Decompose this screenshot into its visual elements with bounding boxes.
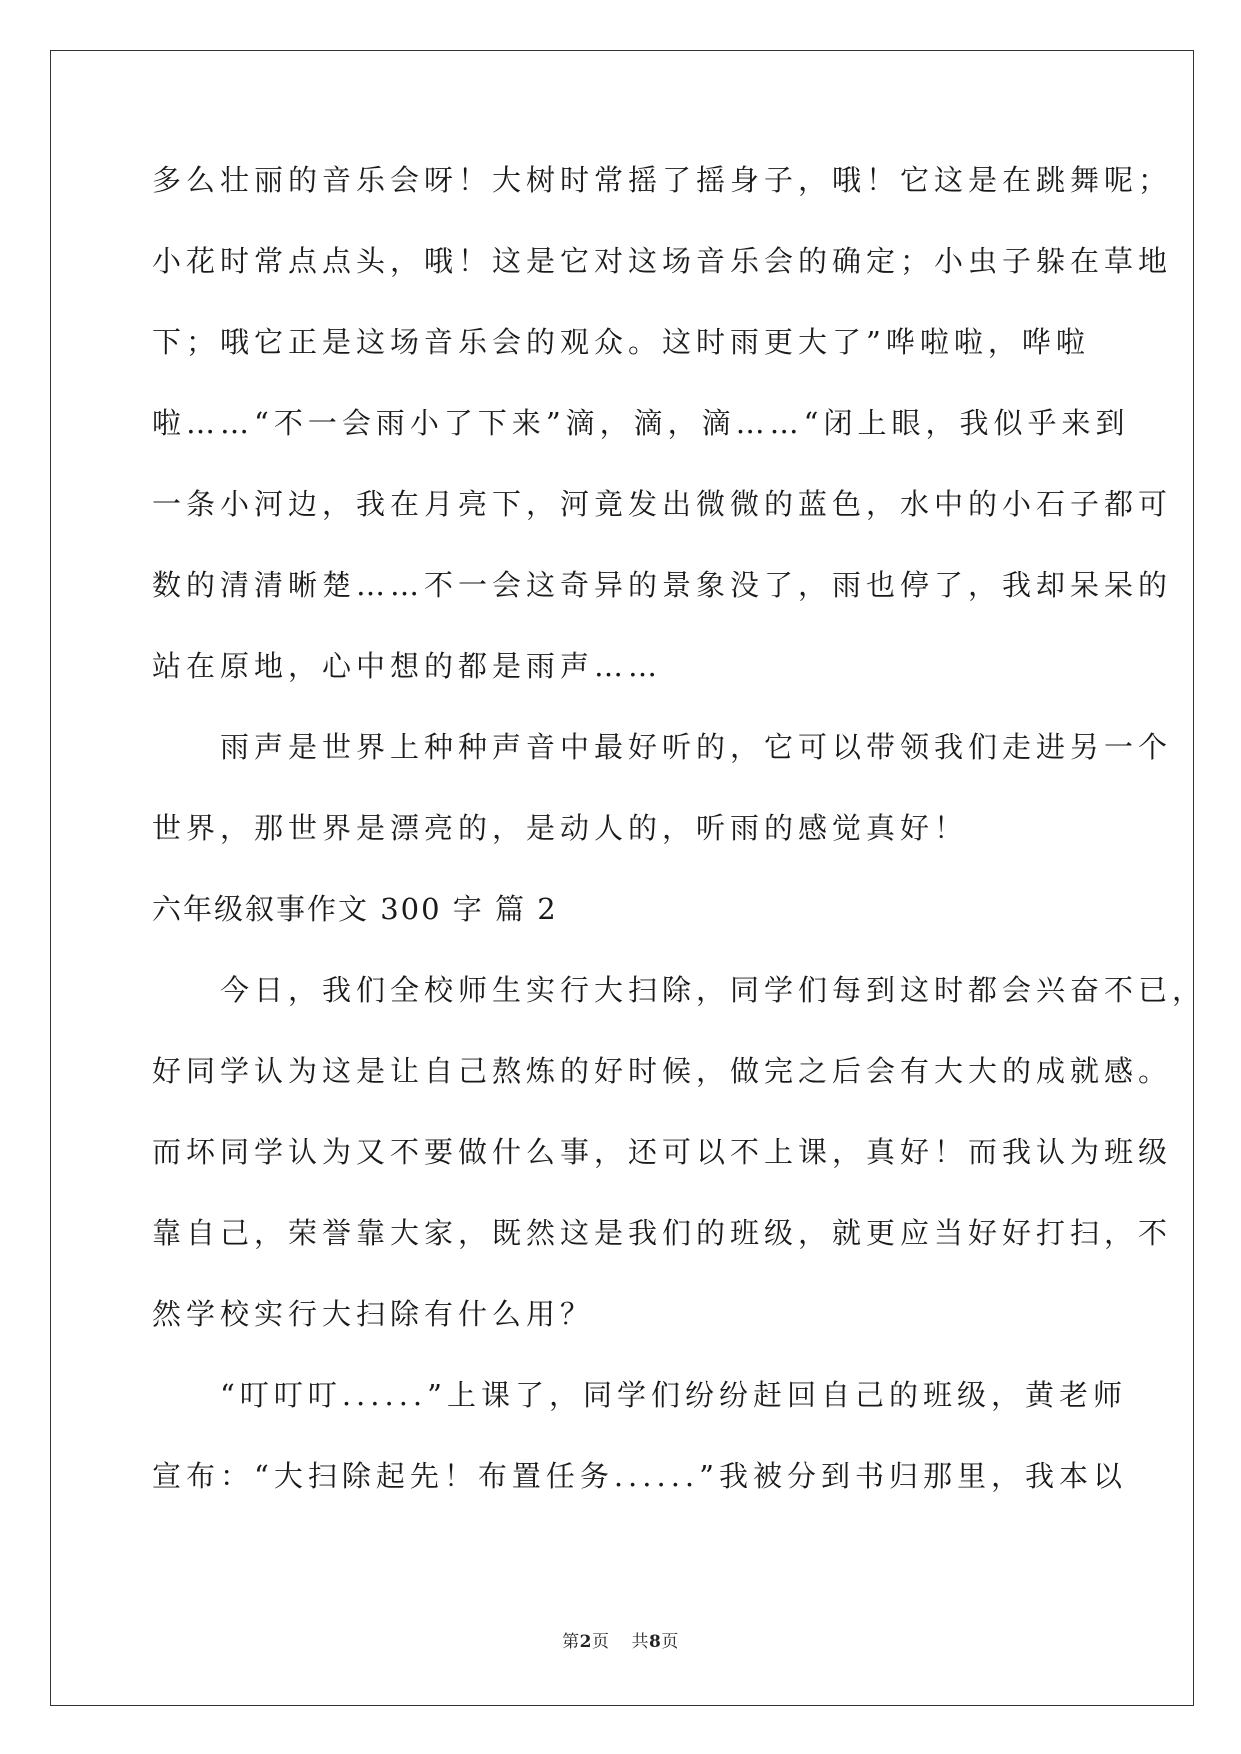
footer-total-suffix: 页 [661,1632,679,1652]
text-line: 一条小河边，我在月亮下，河竟发出微微的蓝色，水中的小石子都可 [152,487,1173,521]
text-line: 然学校实行大扫除有什么用？ [152,1297,595,1331]
text-line: 而坏同学认为又不要做什么事，还可以不上课，真好！而我认为班级 [152,1135,1173,1169]
footer-page-number: 2 [579,1632,592,1652]
text-line: 宣布：“大扫除起先！布置任务......”我被分到书归那里，我本以 [152,1459,1127,1493]
section-heading: 六年级叙事作文 300 字 篇 2 [152,892,558,926]
text-line: 雨声是世界上种种声音中最好听的，它可以带领我们走进另一个 [152,730,1173,764]
text-line: 站在原地，心中想的都是雨声…… [152,649,663,683]
text-line: 多么壮丽的音乐会呀！大树时常摇了摇身子，哦！它这是在跳舞呢； [152,163,1173,197]
footer-page-prefix: 第 [562,1632,580,1652]
text-line: 今日，我们全校师生实行大扫除，同学们每到这时都会兴奋不已， [152,973,1207,1007]
text-line: 小花时常点点头，哦！这是它对这场音乐会的确定；小虫子躲在草地 [152,244,1173,278]
document-body [152,160,1207,1537]
footer-page-suffix: 页 [592,1632,610,1652]
text-line: 下；哦它正是这场音乐会的观众。这时雨更大了”哗啦啦，哗啦 [152,325,1090,359]
text-line: 好同学认为这是让自己熬炼的好时候，做完之后会有大大的成就感。 [152,1054,1173,1088]
text-line: “叮叮叮......”上课了，同学们纷纷赶回自己的班级，黄老师 [152,1378,1127,1412]
text-line: 世界，那世界是漂亮的，是动人的，听雨的感觉真好！ [152,811,969,845]
footer-total-prefix: 共 [631,1632,649,1652]
page-footer [0,1627,1241,1652]
text-line: 啦……“不一会雨小了下来”滴，滴，滴……“闭上眼，我似乎来到 [152,406,1130,440]
footer-total-pages: 8 [649,1632,662,1652]
text-line: 数的清清晰楚……不一会这奇异的景象没了，雨也停了，我却呆呆的 [152,568,1173,602]
text-line: 靠自己，荣誉靠大家，既然这是我们的班级，就更应当好好打扫，不 [152,1216,1173,1250]
